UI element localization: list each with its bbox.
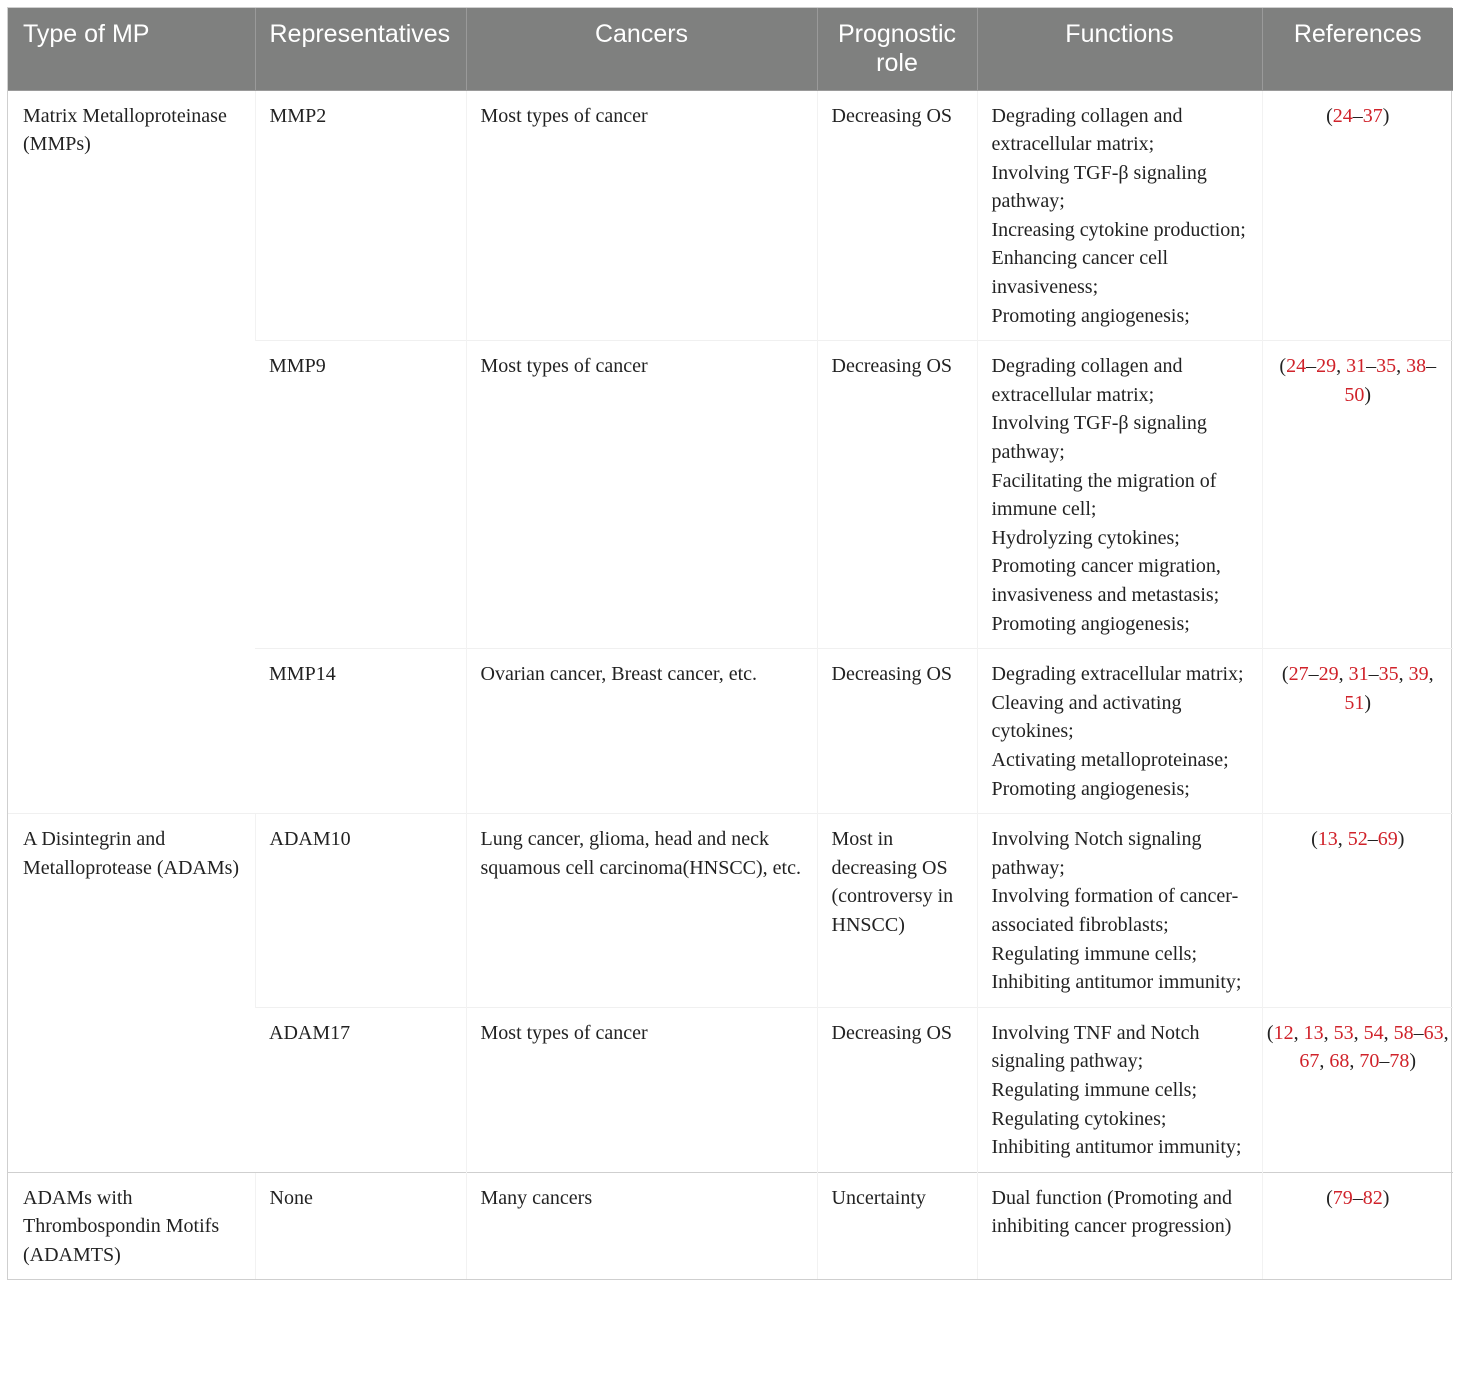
reference-punctuation: – bbox=[1413, 1021, 1424, 1044]
table-row bbox=[8, 90, 1453, 341]
functions-cell bbox=[977, 649, 1262, 814]
reference-links[interactable] bbox=[1326, 105, 1389, 127]
reference-punctuation: ) bbox=[1364, 383, 1372, 406]
reference-punctuation: – bbox=[1308, 663, 1319, 686]
reference-punctuation: ) bbox=[1382, 1186, 1390, 1209]
representative-cell: MMP9 bbox=[255, 341, 466, 649]
reference-number-link[interactable]: 58 bbox=[1393, 1021, 1414, 1044]
function-item: Inhibiting antitumor immunity; bbox=[991, 1136, 1242, 1159]
reference-punctuation: – bbox=[1367, 828, 1378, 851]
reference-number-link[interactable]: 67 bbox=[1299, 1050, 1320, 1073]
prognostic-cell: Decreasing OS bbox=[817, 1007, 977, 1172]
reference-punctuation: , bbox=[1323, 1021, 1334, 1044]
function-item: Regulating cytokines; bbox=[991, 1107, 1167, 1130]
function-item: Promoting angiogenesis; bbox=[991, 777, 1190, 800]
prognostic-cell: Decreasing OS bbox=[817, 90, 977, 341]
function-item: Degrading collagen and extracellular matrix; bbox=[991, 355, 1183, 406]
reference-punctuation: , bbox=[1396, 355, 1407, 378]
references-cell bbox=[1262, 814, 1453, 1008]
cancers-cell: Many cancers bbox=[466, 1172, 817, 1279]
reference-punctuation: ( bbox=[1266, 1021, 1274, 1044]
reference-number-link[interactable]: 35 bbox=[1378, 663, 1399, 686]
reference-punctuation: ( bbox=[1326, 104, 1333, 127]
cancers-cell: Most types of cancer bbox=[466, 90, 817, 341]
function-item: Degrading extracellular matrix; bbox=[991, 663, 1244, 686]
reference-number-link[interactable]: 79 bbox=[1332, 1186, 1353, 1209]
function-item: Regulating immune cells; bbox=[991, 1078, 1198, 1101]
function-item: Dual function (Promoting and inhibiting cancer progression) bbox=[991, 1186, 1233, 1238]
reference-punctuation: , bbox=[1443, 1021, 1449, 1044]
function-item: Increasing cytokine production; bbox=[991, 218, 1246, 241]
cancers-cell: Ovarian cancer, Breast cancer, etc. bbox=[466, 649, 817, 814]
references-cell bbox=[1262, 1007, 1453, 1172]
function-item: Involving TNF and Notch signaling pathway; bbox=[991, 1021, 1200, 1073]
header-representatives: Representatives bbox=[255, 8, 466, 90]
reference-number-link[interactable]: 12 bbox=[1273, 1021, 1294, 1044]
function-item: Hydrolyzing cytokines; bbox=[991, 526, 1180, 549]
reference-punctuation: – bbox=[1352, 104, 1363, 127]
reference-links[interactable] bbox=[1311, 828, 1404, 850]
reference-number-link[interactable]: 37 bbox=[1362, 104, 1383, 127]
reference-punctuation: , bbox=[1349, 1050, 1360, 1073]
reference-punctuation: – bbox=[1426, 355, 1437, 378]
reference-number-link[interactable]: 50 bbox=[1344, 383, 1365, 406]
reference-punctuation: ( bbox=[1326, 1186, 1333, 1209]
header-prognostic-role: Prognostic role bbox=[817, 8, 977, 90]
references-cell bbox=[1262, 649, 1453, 814]
function-item: Promoting angiogenesis; bbox=[991, 304, 1190, 327]
reference-number-link[interactable]: 82 bbox=[1362, 1186, 1383, 1209]
function-item: Enhancing cancer cell invasiveness; bbox=[991, 247, 1169, 299]
reference-number-link[interactable]: 24 bbox=[1286, 355, 1307, 378]
header-functions: Functions bbox=[977, 8, 1262, 90]
representative-cell: MMP2 bbox=[255, 90, 466, 341]
reference-number-link[interactable]: 35 bbox=[1376, 355, 1397, 378]
cancers-cell: Lung cancer, glioma, head and neck squamous cell carcinoma(HNSCC), etc. bbox=[466, 814, 817, 1008]
functions-cell bbox=[977, 814, 1262, 1008]
prognostic-cell: Most in decreasing OS (controversy in HNSCC) bbox=[817, 814, 977, 1008]
reference-number-link[interactable]: 52 bbox=[1347, 828, 1368, 851]
functions-cell bbox=[977, 341, 1262, 649]
header-cancers: Cancers bbox=[466, 8, 817, 90]
cancers-cell: Most types of cancer bbox=[466, 341, 817, 649]
reference-number-link[interactable]: 51 bbox=[1344, 691, 1365, 714]
reference-number-link[interactable]: 29 bbox=[1318, 663, 1339, 686]
function-item: Facilitating the migration of immune cell; bbox=[991, 469, 1217, 521]
reference-number-link[interactable]: 78 bbox=[1389, 1050, 1410, 1073]
reference-number-link[interactable]: 63 bbox=[1423, 1021, 1444, 1044]
references-cell bbox=[1262, 90, 1453, 341]
reference-number-link[interactable]: 38 bbox=[1406, 355, 1427, 378]
mp-type-cell: A Disintegrin and Metalloprotease (ADAMs) bbox=[8, 814, 255, 1173]
function-item: Promoting angiogenesis; bbox=[991, 612, 1190, 635]
function-item: Involving TGF-β signaling pathway; bbox=[991, 412, 1207, 464]
reference-number-link[interactable]: 54 bbox=[1363, 1021, 1384, 1044]
reference-punctuation: ( bbox=[1279, 355, 1287, 378]
reference-punctuation: – bbox=[1379, 1050, 1390, 1073]
reference-punctuation: – bbox=[1368, 663, 1379, 686]
reference-number-link[interactable]: 27 bbox=[1288, 663, 1309, 686]
reference-punctuation: , bbox=[1337, 828, 1348, 851]
reference-number-link[interactable]: 70 bbox=[1359, 1050, 1380, 1073]
references-cell bbox=[1262, 1172, 1453, 1279]
reference-links[interactable] bbox=[1279, 355, 1436, 406]
reference-punctuation: – bbox=[1352, 1186, 1363, 1209]
function-item: Inhibiting antitumor immunity; bbox=[991, 971, 1242, 994]
function-item: Degrading collagen and extracellular matrix; bbox=[991, 104, 1183, 156]
function-item: Activating metalloproteinase; bbox=[991, 748, 1229, 771]
header-row bbox=[8, 8, 1453, 90]
reference-number-link[interactable]: 13 bbox=[1317, 828, 1338, 851]
reference-punctuation: , bbox=[1353, 1021, 1364, 1044]
reference-number-link[interactable]: 39 bbox=[1408, 663, 1429, 686]
reference-punctuation: , bbox=[1428, 663, 1434, 686]
metalloproteinase-table bbox=[7, 7, 1452, 1280]
table-row bbox=[8, 1172, 1453, 1279]
reference-number-link[interactable]: 31 bbox=[1348, 663, 1369, 686]
reference-punctuation: , bbox=[1293, 1021, 1304, 1044]
references-cell bbox=[1262, 341, 1453, 649]
function-item: Involving formation of cancer-associated fibroblasts; bbox=[991, 885, 1239, 936]
mp-type-cell: Matrix Metalloproteinase (MMPs) bbox=[8, 90, 255, 814]
reference-punctuation: – bbox=[1366, 355, 1377, 378]
reference-number-link[interactable]: 24 bbox=[1332, 104, 1353, 127]
mp-type-cell: ADAMs with Thrombospondin Motifs (ADAMTS) bbox=[8, 1172, 255, 1279]
reference-punctuation: ) bbox=[1364, 691, 1372, 714]
reference-punctuation: ) bbox=[1397, 828, 1405, 851]
cancers-cell: Most types of cancer bbox=[466, 1007, 817, 1172]
representative-cell: None bbox=[255, 1172, 466, 1279]
function-item: Cleaving and activating cytokines; bbox=[991, 691, 1182, 743]
reference-punctuation: , bbox=[1319, 1050, 1330, 1073]
functions-cell bbox=[977, 90, 1262, 341]
prognostic-cell: Uncertainty bbox=[817, 1172, 977, 1279]
reference-punctuation: , bbox=[1383, 1021, 1394, 1044]
reference-punctuation: ) bbox=[1382, 104, 1390, 127]
reference-punctuation: , bbox=[1398, 663, 1409, 686]
function-item: Involving TGF-β signaling pathway; bbox=[991, 161, 1207, 213]
functions-cell bbox=[977, 1007, 1262, 1172]
reference-number-link[interactable]: 69 bbox=[1377, 828, 1398, 851]
header-references: References bbox=[1262, 8, 1453, 90]
reference-number-link[interactable]: 53 bbox=[1333, 1021, 1354, 1044]
reference-links[interactable] bbox=[1282, 663, 1434, 714]
reference-number-link[interactable]: 13 bbox=[1303, 1021, 1324, 1044]
function-item: Promoting cancer migration, invasiveness and metastasis; bbox=[991, 555, 1221, 606]
prognostic-cell: Decreasing OS bbox=[817, 341, 977, 649]
representative-cell: ADAM17 bbox=[255, 1007, 466, 1172]
reference-punctuation: ( bbox=[1311, 828, 1318, 851]
prognostic-cell: Decreasing OS bbox=[817, 649, 977, 814]
reference-number-link[interactable]: 29 bbox=[1316, 355, 1337, 378]
reference-links[interactable] bbox=[1326, 1187, 1389, 1209]
representative-cell: ADAM10 bbox=[255, 814, 466, 1008]
representative-cell: MMP14 bbox=[255, 649, 466, 814]
reference-punctuation: , bbox=[1336, 355, 1347, 378]
functions-cell bbox=[977, 1172, 1262, 1279]
reference-punctuation: ) bbox=[1409, 1050, 1417, 1073]
table-row bbox=[8, 814, 1453, 1008]
reference-number-link[interactable]: 31 bbox=[1346, 355, 1367, 378]
function-item: Involving Notch signaling pathway; bbox=[991, 828, 1202, 879]
function-item: Regulating immune cells; bbox=[991, 942, 1198, 965]
header-type-of-mp: Type of MP bbox=[8, 8, 255, 90]
reference-punctuation: – bbox=[1306, 355, 1317, 378]
reference-number-link[interactable]: 68 bbox=[1329, 1050, 1350, 1073]
reference-punctuation: , bbox=[1338, 663, 1349, 686]
reference-punctuation: ( bbox=[1281, 663, 1289, 686]
reference-links[interactable] bbox=[1267, 1022, 1449, 1073]
